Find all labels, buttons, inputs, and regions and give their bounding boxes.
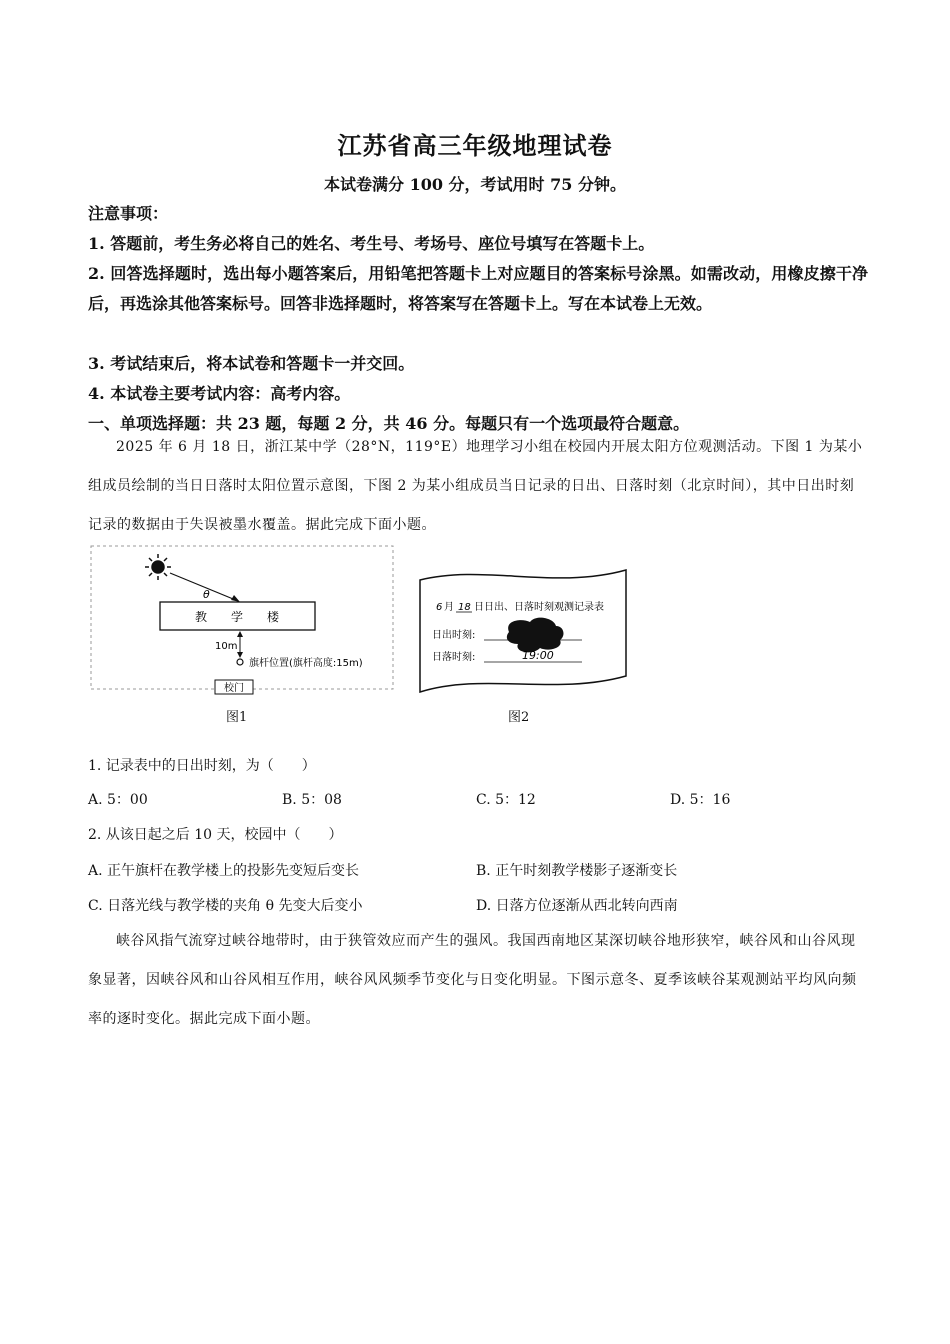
- notice-item-4: 4. 本试卷主要考试内容：高考内容。: [88, 384, 351, 403]
- sun-ray-arrowhead: [231, 595, 240, 602]
- sunrise-label: 日出时刻:: [432, 630, 476, 641]
- angle-label: θ: [203, 588, 210, 601]
- figure-1-diagram: [90, 545, 395, 695]
- record-month: 6: [436, 602, 443, 613]
- page-title: 江苏省高三年级地理试卷: [337, 131, 613, 160]
- notice-heading: 注意事项：: [88, 204, 169, 223]
- figure-2-caption: 图2: [508, 710, 530, 725]
- question-1-stem: 1. 记录表中的日出时刻，为（ ）: [88, 758, 316, 774]
- sun-icon: [145, 554, 171, 580]
- q1-option-c[interactable]: C. 5：12: [476, 792, 536, 808]
- record-month-unit: 月: [444, 602, 454, 613]
- flagpole-marker: [237, 659, 243, 665]
- passage-sun-observation: 2025 年 6 月 18 日，浙江某中学（28°N，119°E）地理学习小组在校园内开展太阳方位观测活动。下图 1 为某小组成员绘制的当日日落时太阳位置示意图，下图 2 为某小组成员当日记录的日出、日落时刻（北京时间），其中日出时刻记录的数据由于失误被墨水覆盖。据此完成下面小题。: [88, 439, 863, 533]
- q1-option-a[interactable]: A. 5：00: [88, 792, 148, 808]
- q1-option-b[interactable]: B. 5：08: [282, 792, 342, 808]
- sunset-label: 日落时刻:: [432, 652, 476, 663]
- record-table-title: 日日出、日落时刻观测记录表: [474, 602, 604, 613]
- q1-option-d[interactable]: D. 5：16: [670, 792, 731, 808]
- q2-option-c[interactable]: C. 日落光线与教学楼的夹角 θ 先变大后变小: [88, 898, 363, 914]
- figure-1-caption: 图1: [226, 710, 248, 725]
- notice-item-3: 3. 考试结束后，将本试卷和答题卡一并交回。: [88, 354, 415, 373]
- notice-item-1: 1. 答题前，考生务必将自己的姓名、考生号、考场号、座位号填写在答题卡上。: [88, 234, 655, 253]
- q2-option-a[interactable]: A. 正午旗杆在教学楼上的投影先变短后变长: [88, 863, 360, 879]
- section-heading: 一、单项选择题：共 23 题，每题 2 分，共 46 分。每题只有一个选项最符合题意。: [88, 414, 690, 433]
- record-day: 18: [458, 602, 471, 613]
- notice-item-2: 2. 回答选择题时，选出每小题答案后，用铅笔把答题卡上对应题目的答案标号涂黑。如需改动，用橡皮擦干净后，再选涂其他答案标号。回答非选择题时，将答案写在答题卡上。写在本试卷上无效。: [88, 264, 868, 313]
- flagpole-label: 旗杆位置(旗杆高度:15m): [249, 658, 363, 669]
- distance-label: 10m: [215, 641, 238, 652]
- passage-canyon-wind: 峡谷风指气流穿过峡谷地带时，由于狭管效应而产生的强风。我国西南地区某深切峡谷地形狭窄，峡谷风和山谷风现象显著，因峡谷风和山谷风相互作用，峡谷风风频季节变化与日变化明显。下图示意冬、夏季该峡谷某观测站平均风向频率的逐时变化。据此完成下面小题。: [88, 933, 857, 1027]
- q2-option-d[interactable]: D. 日落方位逐渐从西北转向西南: [476, 898, 678, 914]
- figure-2-record-sheet: [414, 560, 632, 700]
- exam-info: 本试卷满分 100 分，考试用时 75 分钟。: [324, 175, 626, 194]
- sunset-value: 19:00: [522, 649, 554, 662]
- q2-option-b[interactable]: B. 正午时刻教学楼影子逐渐变长: [476, 863, 678, 879]
- building-label: 教 学 楼: [194, 610, 280, 624]
- question-2-stem: 2. 从该日起之后 10 天，校园中（ ）: [88, 827, 343, 843]
- gate-label: 校门: [224, 683, 244, 694]
